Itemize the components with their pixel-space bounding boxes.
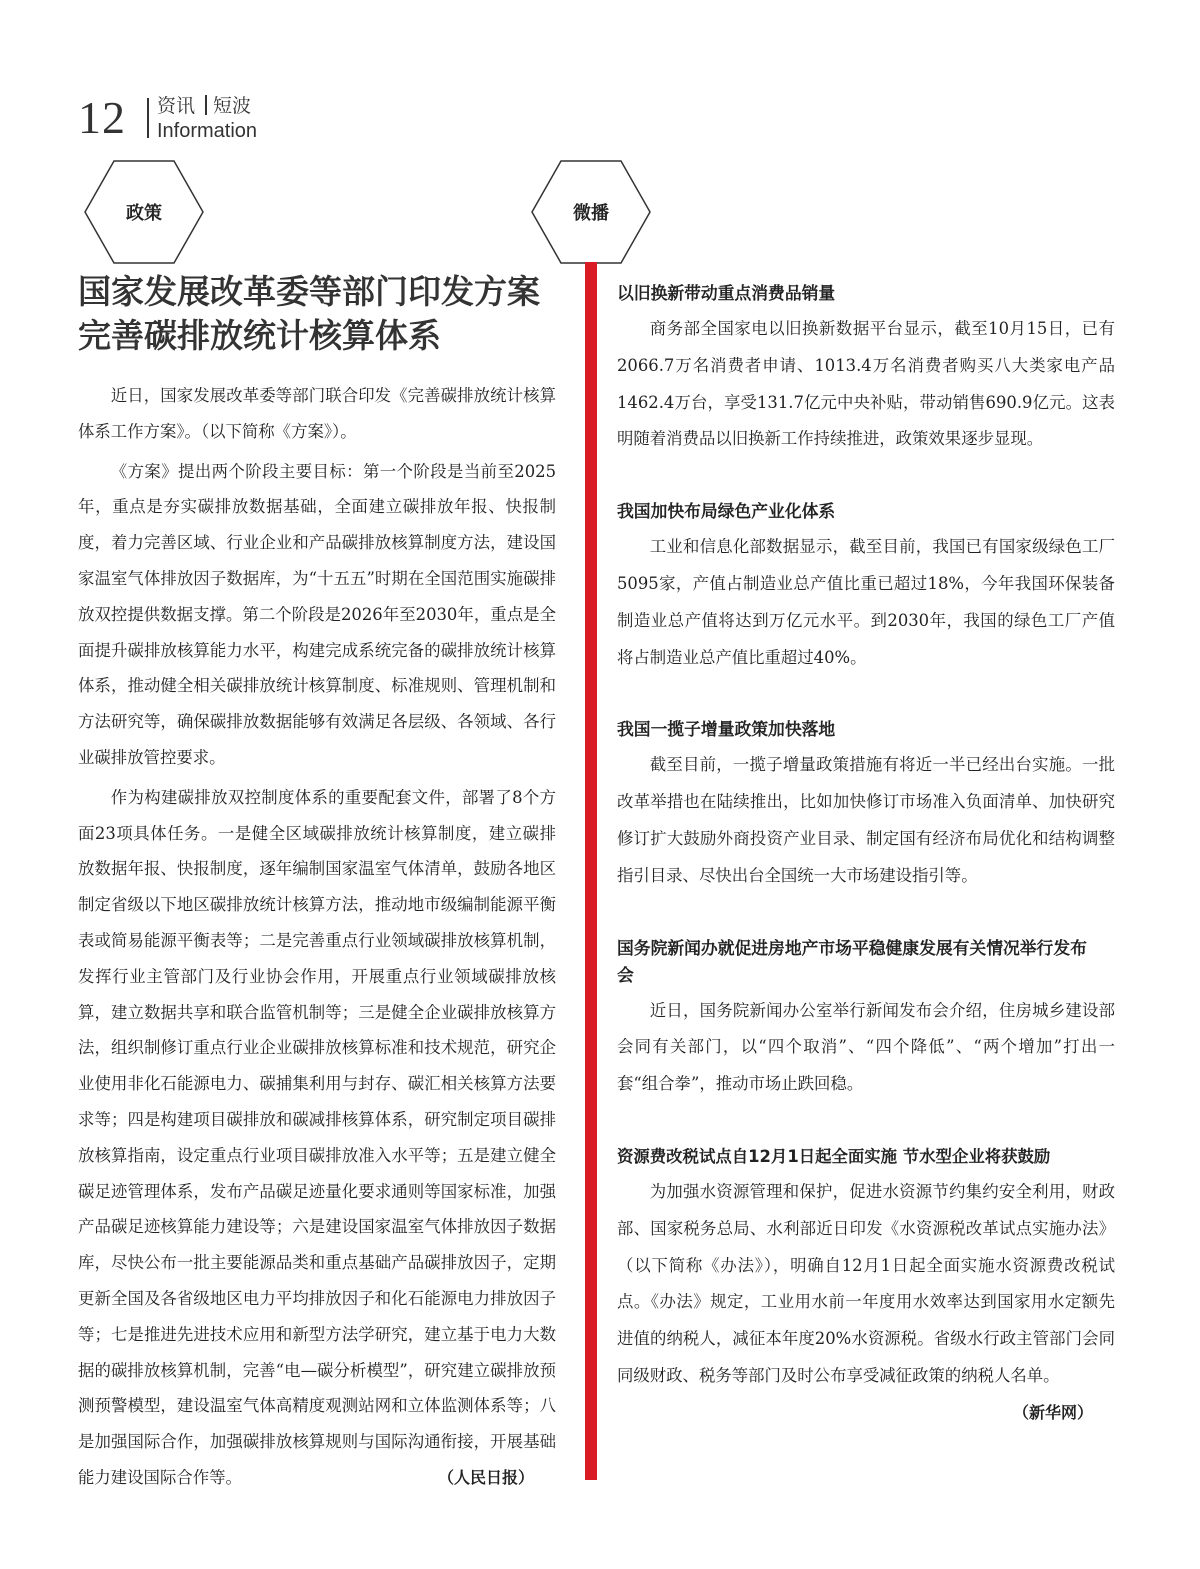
article-paragraph: 《方案》提出两个阶段主要目标：第一个阶段是当前至2025年，重点是夯实碳排放数据基础，全面建立碳排放年报、快报制度，着力完善区域、行业企业和产品碳排放核算制度方法，建设国家温室气体排放因子数据库，为“十五五”时期在全国范围实施碳排放双控提供数据支撑。第二个阶段是2026年至2030年，重点是全面提升碳排放核算能力水平，构建完成系统完备的碳排放统计核算体系，推动健全相关碳排放统计核算制度、标准规则、管理机制和方法研究等，确保碳排放数据能够有效满足各层级、各领域、各行业碳排放管控要求。 <box>78 461 556 767</box>
news-title: 我国一揽子增量政策加快落地 <box>617 719 836 740</box>
article-source: （人民日报） <box>437 1467 534 1487</box>
article-title-line1: 国家发展改革委等部门印发方案 <box>78 272 540 311</box>
page-number: 12 <box>78 92 126 143</box>
news-source: （新华网） <box>1012 1402 1093 1422</box>
news-item <box>617 935 1115 1103</box>
section-cn-1: 资讯 <box>157 95 196 117</box>
news-body-wrap <box>617 1174 1115 1422</box>
news-body: 工业和信息化部数据显示，截至目前，我国已有国家级绿色工厂5095家，产值占制造业总产值比重已超过18%，今年我国环保装备制造业总产值将达到万亿元水平。到2030年，我国的绿色工厂产值将占制造业总产值比重超过40%。 <box>617 537 1115 667</box>
policy-tag-label: 政策 <box>126 203 162 224</box>
red-column-divider <box>585 262 597 1480</box>
news-body: 商务部全国家电以旧换新数据平台显示，截至10月15日，已有2066.7万名消费者申请、1013.4万名消费者购买八大类家电产品1462.4万台，享受131.7亿元中央补贴，带动销售690.9亿元。这表明随着消费品以旧换新工作持续推进，政策效果逐步显现。 <box>617 319 1115 449</box>
article-title-line2: 完善碳排放统计核算体系 <box>78 316 441 355</box>
section-bar <box>205 95 207 115</box>
news-title: 国务院新闻办就促进房地产市场平稳健康发展有关情况举行发布会 <box>617 937 1087 985</box>
broadcast-hex-tag <box>531 160 651 264</box>
article-paragraph <box>78 780 556 1496</box>
news-body: 近日，国务院新闻办公室举行新闻发布会介绍，住房城乡建设部会同有关部门，以“四个取消”、“四个降低”、“两个增加”打出一套“组合拳”，推动市场止跌回稳。 <box>617 1000 1115 1094</box>
section-cn-2: 短波 <box>213 95 252 117</box>
news-item <box>617 716 1115 894</box>
news-body: 为加强水资源管理和保护，促进水资源节约集约安全利用，财政部、国家税务总局、水利部近日印发《水资源税改革试点实施办法》（以下简称《办法》），明确自12月1日起全面实施水资源费改税试点。《办法》规定，工业用水前一年度用水效率达到国家用水定额先进值的纳税人，减征本年度20%水资源税。省级水行政主管部门会同同级财政、税务等部门及时公布享受减征政策的纳税人名单。 <box>617 1181 1115 1385</box>
article-paragraph: 近日，国家发展改革委等部门联合印发《完善碳排放统计核算体系工作方案》。（以下简称《方案》）。 <box>78 386 556 441</box>
section-en: Information <box>157 120 258 142</box>
header-divider <box>147 98 149 138</box>
news-body: 截至目前，一揽子增量政策措施有将近一半已经出台实施。一批改革举措也在陆续推出，比如加快修订市场准入负面清单、加快研究修订扩大鼓励外商投资产业目录、制定国有经济布局优化和结构调整指引目录、尽快出台全国统一大市场建设指引等。 <box>617 755 1115 885</box>
article-title <box>78 270 556 358</box>
news-briefs <box>617 280 1115 1432</box>
news-item <box>617 1143 1115 1422</box>
news-item <box>617 498 1115 676</box>
main-article <box>78 270 556 1496</box>
broadcast-tag-label: 微播 <box>573 203 609 224</box>
news-title: 以旧换新带动重点消费品销量 <box>617 283 836 303</box>
news-title: 我国加快布局绿色产业化体系 <box>617 501 836 522</box>
section-label <box>157 92 251 120</box>
article-paragraph-text: 作为构建碳排放双控制度体系的重要配套文件，部署了8个方面23项具体任务。一是健全区域碳排放统计核算制度，建立碳排放数据年报、快报制度，逐年编制国家温室气体清单，鼓励各地区制定省级以下地区碳排放统计核算方法，推动地市级编制能源平衡表或简易能源平衡表等；二是完善重点行业领域碳排放核算机制，发挥行业主管部门及行业协会作用，开展重点行业领域碳排放核算，建立数据共享和联合监管机制等；三是健全企业碳排放核算方法，组织制修订重点行业企业碳排放核算标准和技术规范，研究企业使用非化石能源电力、碳捕集利用与封存、碳汇相关核算方法要求等；四是构建项目碳排放和碳减排核算体系，研究制定项目碳排放核算指南，设定重点行业项目碳排放准入水平等；五是建立健全碳足迹管理体系，发布产品碳足迹量化要求通则等国家标准，加强产品碳足迹核算能力建设等；六是建设国家温室气体排放因子数据库，尽快公布一批主要能源品类和重点基础产品碳排放因子，定期更新全国及各省级地区电力平均排放因子和化石能源电力排放因子等；七是推进先进技术应用和新型方法学研究，建立基于电力大数据的碳排放核算机制，完善“电—碳分析模型”，研究建立碳排放预测预警模型，建设温室气体高精度观测站网和立体监测体系等；八是加强国际合作，加强碳排放核算规则与国际沟通衔接，开展基础能力建设国际合作等。 <box>78 787 556 1487</box>
policy-hex-tag <box>84 160 204 264</box>
news-item <box>617 280 1115 458</box>
news-title: 资源费改税试点自12月1日起全面实施 节水型企业将获鼓励 <box>617 1146 1051 1166</box>
